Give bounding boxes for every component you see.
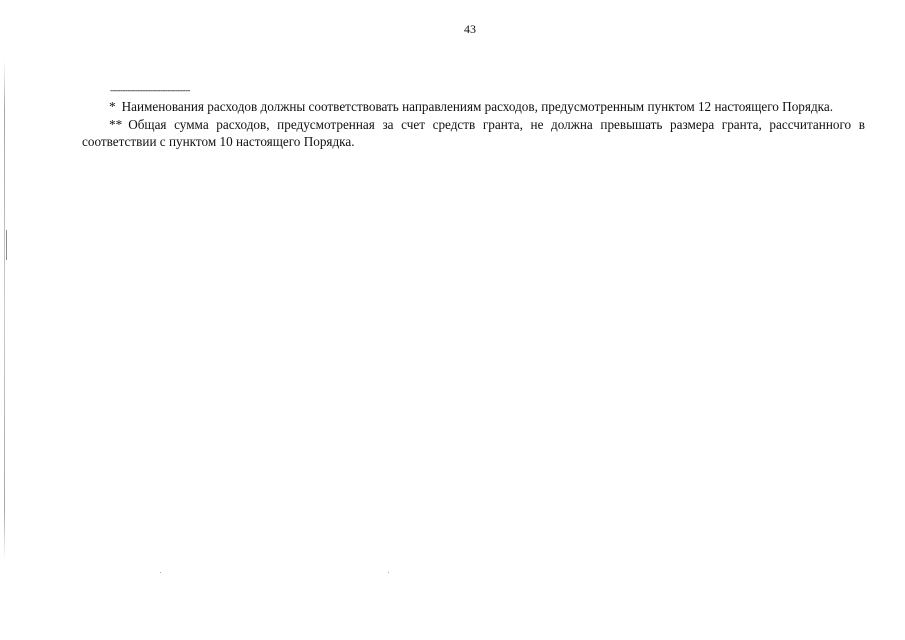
footnote-marker: * xyxy=(109,99,116,114)
footnote-item xyxy=(82,116,865,151)
scan-speck xyxy=(388,572,389,573)
scan-speck xyxy=(160,572,161,573)
footnotes xyxy=(82,98,865,151)
footnote-text: Наименования расходов должны соответствовать направлениям расходов, предусмотренным пунктом 12 настоящего Порядка. xyxy=(121,99,834,114)
scan-edge-mark xyxy=(6,230,7,260)
footnote-item xyxy=(82,98,865,116)
page-number: 43 xyxy=(464,22,476,36)
scan-edge-artifact xyxy=(4,60,5,560)
footnote-marker: ** xyxy=(109,116,123,132)
footnote-separator: -------------------------------- xyxy=(110,85,190,95)
footnote-text: Общая сумма расходов, предусмотренная за счет средств гранта, не должна превышать размера гранта, рассчитанного в соответствии с пунктом 10 настоящего Порядка. xyxy=(82,116,865,149)
